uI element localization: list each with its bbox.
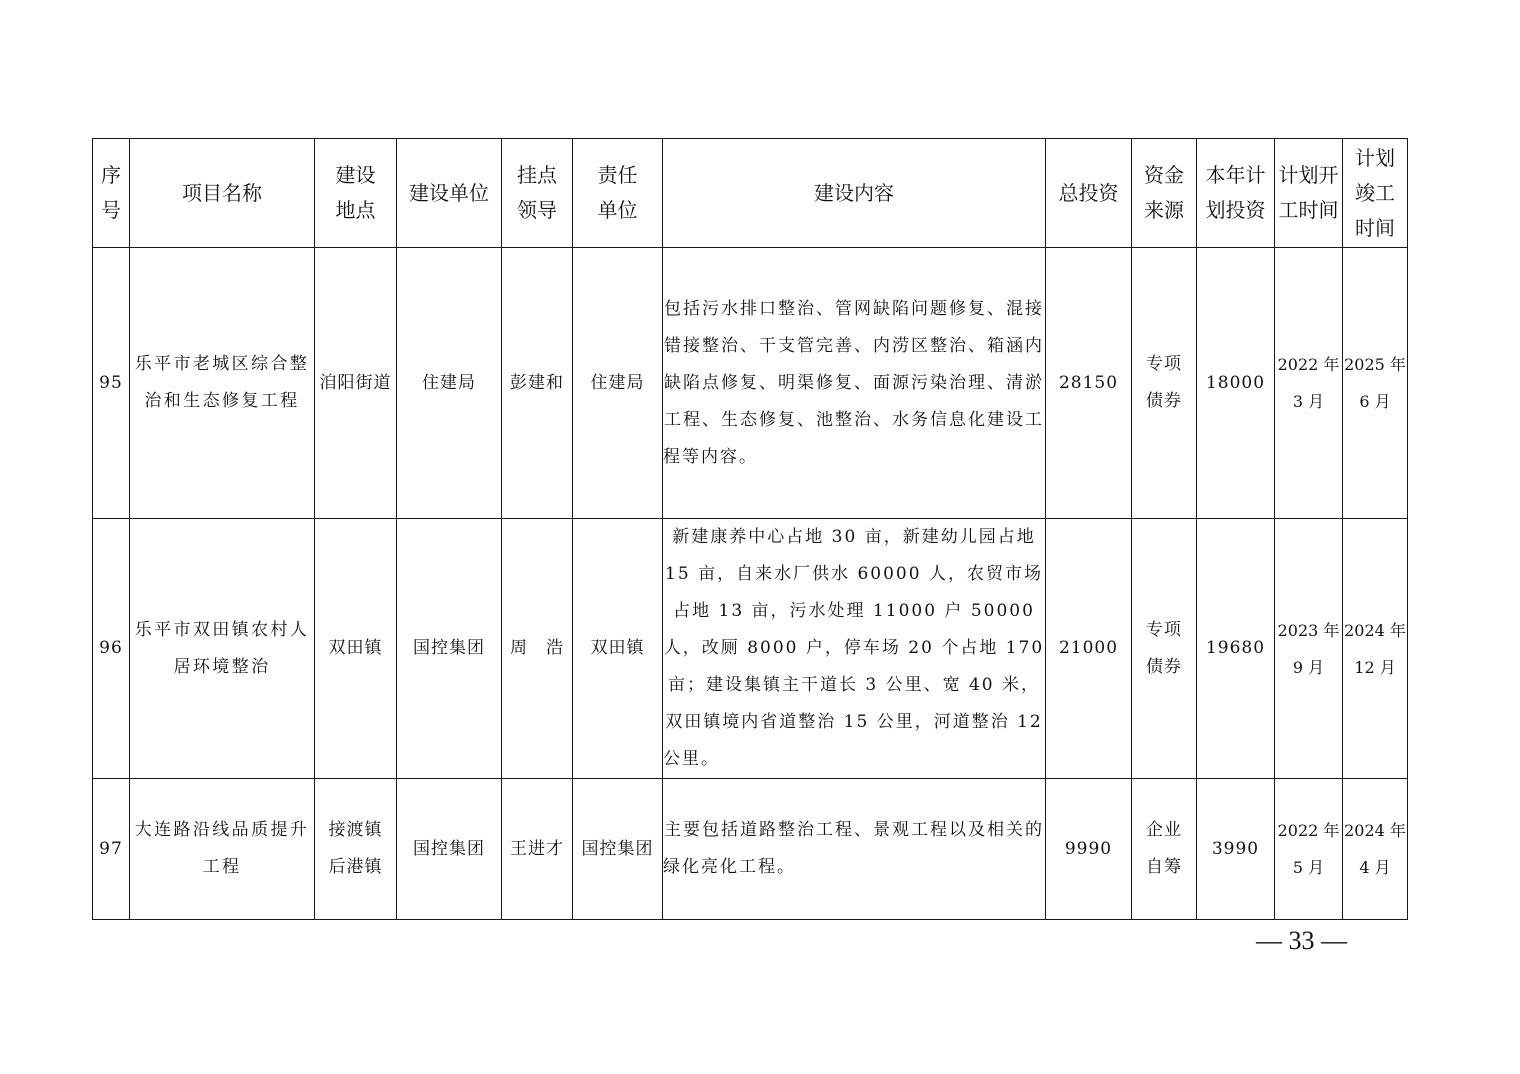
- header-resp-unit: 责任 单位: [573, 139, 663, 248]
- seq-cell: 96: [93, 519, 130, 779]
- content-cell: 主要包括道路整治工程、景观工程以及相关的绿化亮化工程。: [663, 779, 1046, 920]
- header-fund-source: 资金 来源: [1132, 139, 1197, 248]
- table-row: [93, 248, 1408, 519]
- annual-investment-cell: 19680: [1197, 519, 1275, 779]
- fund-source-cell: 企业 自筹: [1132, 779, 1197, 920]
- header-content: 建设内容: [663, 139, 1046, 248]
- location-cell: 双田镇: [315, 519, 397, 779]
- content-cell: 新建康养中心占地 30 亩，新建幼儿园占地 15 亩，自来水厂供水 60000 人，农贸市场占地 13 亩，污水处理 11000 户 50000 人，改厕 8000 户，停车场 20 个占地 170 亩；建设集镇主干道长 3 公里、宽 40 米，双田镇境内省道整治 15 公里，河道整治 12 公里。: [663, 519, 1046, 779]
- start-date-cell: 2022 年 5 月: [1275, 779, 1343, 920]
- seq-cell: 97: [93, 779, 130, 920]
- header-total-investment: 总投资: [1046, 139, 1132, 248]
- leader-cell: 周 浩: [502, 519, 573, 779]
- resp-unit-cell: 住建局: [573, 248, 663, 519]
- project-table: [92, 138, 1408, 920]
- total-investment-cell: 21000: [1046, 519, 1132, 779]
- header-end: 计划 竣工 时间: [1343, 139, 1408, 248]
- header-seq: 序 号: [93, 139, 130, 248]
- fund-source-cell: 专项 债券: [1132, 248, 1197, 519]
- header-leader: 挂点 领导: [502, 139, 573, 248]
- header-row: [93, 139, 1408, 248]
- header-location: 建设 地点: [315, 139, 397, 248]
- seq-cell: 95: [93, 248, 130, 519]
- leader-cell: 王进才: [502, 779, 573, 920]
- project-name-cell: 乐平市双田镇农村人居环境整治: [130, 519, 315, 779]
- end-date-cell: 2024 年 12 月: [1343, 519, 1408, 779]
- end-date-cell: 2024 年 4 月: [1343, 779, 1408, 920]
- resp-unit-cell: 双田镇: [573, 519, 663, 779]
- header-start: 计划开 工时间: [1275, 139, 1343, 248]
- location-cell: 接渡镇 后港镇: [315, 779, 397, 920]
- header-name: 项目名称: [130, 139, 315, 248]
- unit-cell: 国控集团: [397, 779, 502, 920]
- annual-investment-cell: 18000: [1197, 248, 1275, 519]
- project-name-cell: 大连路沿线品质提升工程: [130, 779, 315, 920]
- start-date-cell: 2023 年 9 月: [1275, 519, 1343, 779]
- leader-cell: 彭建和: [502, 248, 573, 519]
- resp-unit-cell: 国控集团: [573, 779, 663, 920]
- table-row: [93, 519, 1408, 779]
- total-investment-cell: 9990: [1046, 779, 1132, 920]
- page-number: — 33 —: [1256, 926, 1347, 955]
- annual-investment-cell: 3990: [1197, 779, 1275, 920]
- total-investment-cell: 28150: [1046, 248, 1132, 519]
- start-date-cell: 2022 年 3 月: [1275, 248, 1343, 519]
- table-row: [93, 779, 1408, 920]
- end-date-cell: 2025 年 6 月: [1343, 248, 1408, 519]
- header-annual-investment: 本年计 划投资: [1197, 139, 1275, 248]
- content-cell: 包括污水排口整治、管网缺陷问题修复、混接错接整治、干支管完善、内涝区整治、箱涵内缺陷点修复、明渠修复、面源污染治理、清淤工程、生态修复、池整治、水务信息化建设工程等内容。: [663, 248, 1046, 519]
- unit-cell: 国控集团: [397, 519, 502, 779]
- location-cell: 洎阳街道: [315, 248, 397, 519]
- unit-cell: 住建局: [397, 248, 502, 519]
- header-unit: 建设单位: [397, 139, 502, 248]
- fund-source-cell: 专项 债券: [1132, 519, 1197, 779]
- project-name-cell: 乐平市老城区综合整治和生态修复工程: [130, 248, 315, 519]
